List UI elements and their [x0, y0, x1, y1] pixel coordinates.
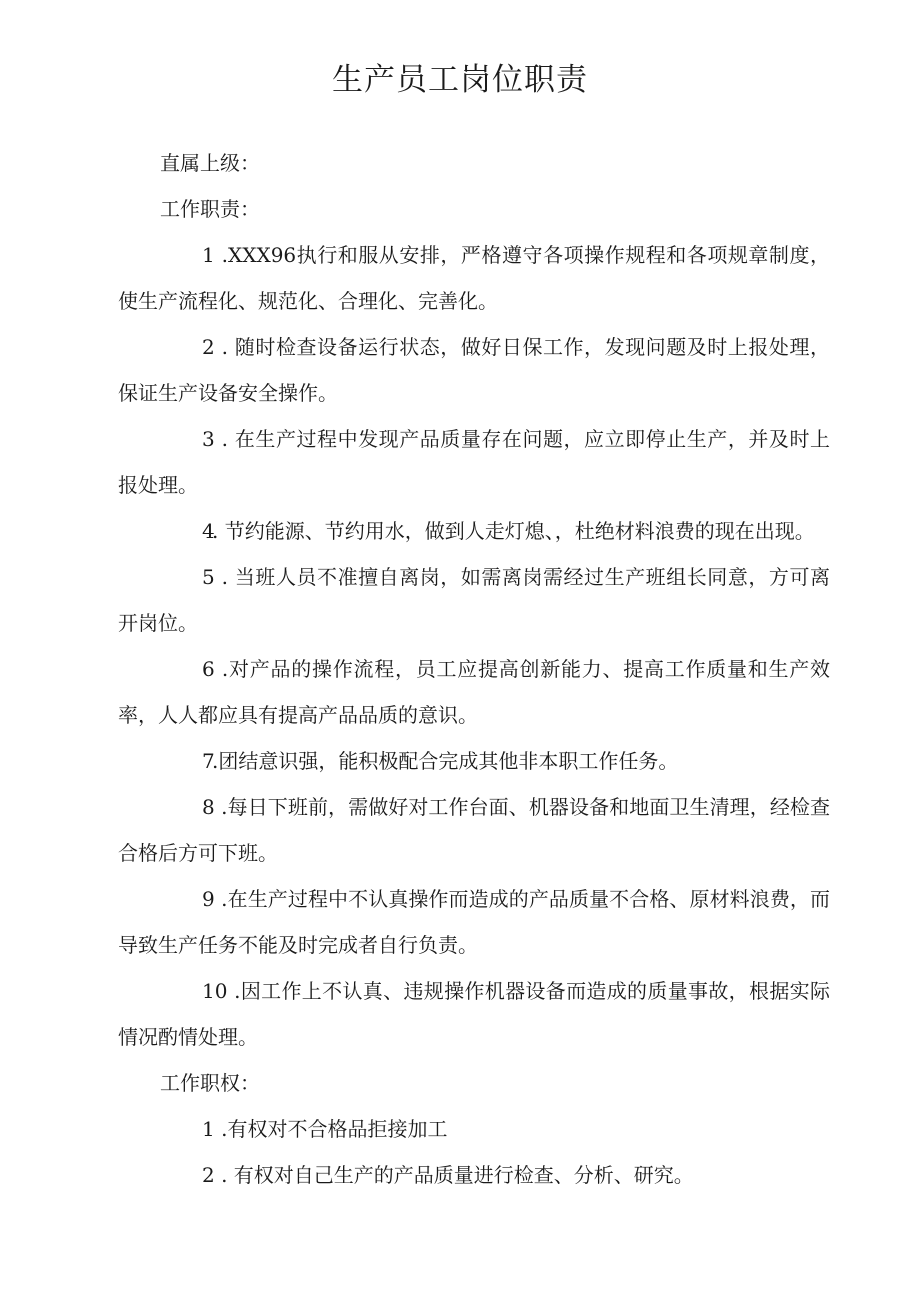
right-item-2: [118, 1152, 830, 1198]
duty-number: 5: [202, 565, 215, 589]
duty-text: .对产品的操作流程，员工应提高创新能力、提高工作质量和生产效率，人人都应具有提高产品品质的意识。: [118, 657, 830, 727]
duty-number: 6: [202, 657, 215, 681]
duty-item-1: [118, 232, 830, 324]
duty-number: 2: [202, 335, 215, 359]
duty-item-2: [118, 324, 830, 416]
rights-heading: 工作职权：: [160, 1071, 260, 1095]
right-number: 2: [202, 1163, 215, 1187]
right-text: . 有权对自己生产的产品质量进行检查、分析、研究。: [214, 1163, 694, 1187]
duties-heading: 工作职责：: [160, 197, 260, 221]
duty-text: . 当班人员不准擅自离岗，如需离岗需经过生产班组长同意，方可离开岗位。: [118, 565, 830, 635]
duty-number: 8: [202, 795, 215, 819]
duty-item-9: [118, 876, 830, 968]
right-number: 1: [202, 1117, 215, 1141]
duty-item-4: [118, 508, 830, 554]
duty-item-10: [118, 968, 830, 1060]
duty-text: .在生产过程中不认真操作而造成的产品质量不合格、原材料浪费，而导致生产任务不能及时完成者自行负责。: [118, 887, 830, 957]
duty-item-7: [118, 738, 830, 784]
duty-text: .因工作上不认真、违规操作机器设备而造成的质量事故，根据实际情况酌情处理。: [118, 979, 830, 1049]
right-text: .有权对不合格品拒接加工: [214, 1117, 448, 1141]
duty-number: 4: [202, 519, 215, 543]
page-title: 生产员工岗位职责: [332, 62, 588, 98]
duty-number: 3: [202, 427, 215, 451]
duty-text: .每日下班前，需做好对工作台面、机器设备和地面卫生清理，经检查合格后方可下班。: [118, 795, 830, 865]
supervisor-label: 直属上级：: [160, 151, 260, 175]
duty-item-6: [118, 646, 830, 738]
duty-text: .团结意识强，能积极配合完成其他非本职工作任务。: [212, 749, 679, 773]
duty-text: . 在生产过程中发现产品质量存在问题，应立即停止生产，并及时上报处理。: [118, 427, 830, 497]
duty-item-3: [118, 416, 830, 508]
duty-text: .XXX96执行和服从安排，严格遵守各项操作规程和各项规章制度，使生产流程化、规范化、合理化、完善化。: [118, 243, 830, 313]
duty-number: 10: [202, 979, 228, 1003]
duty-text: . 节约能源、节约用水，做到人走灯熄、，杜绝材料浪费的现在出现。: [212, 519, 815, 543]
document-body: [118, 140, 830, 1198]
duty-item-5: [118, 554, 830, 646]
duty-number: 9: [202, 887, 215, 911]
duty-item-8: [118, 784, 830, 876]
right-item-1: [118, 1106, 830, 1152]
duty-number: 7: [202, 749, 215, 773]
duty-text: . 随时检查设备运行状态，做好日保工作，发现问题及时上报处理，保证生产设备安全操作。: [118, 335, 830, 405]
duty-number: 1: [202, 243, 215, 267]
